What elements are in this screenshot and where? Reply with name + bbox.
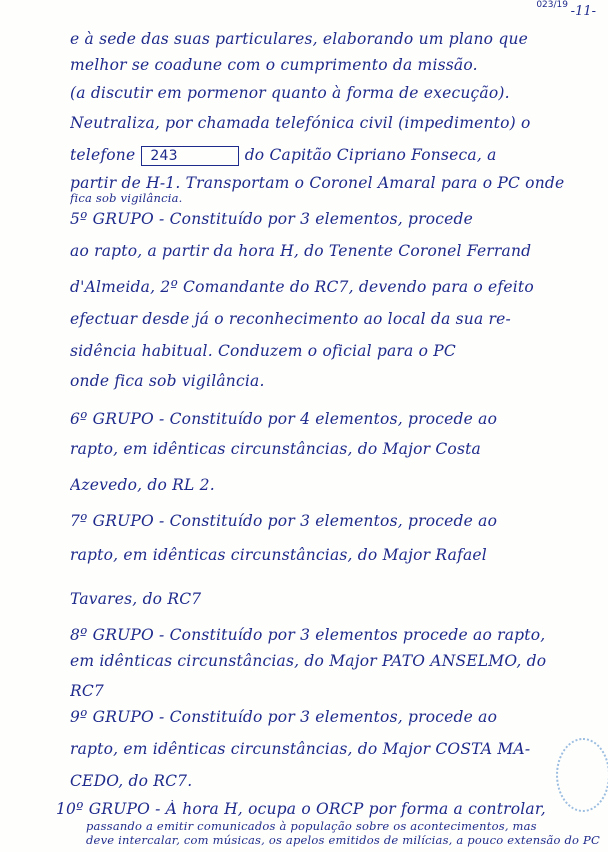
text-line: rapto, em idênticas circunstâncias, do Major Rafael (70, 546, 487, 564)
group-heading-line: 6º GRUPO - Constituído por 4 elementos, procede ao (70, 410, 498, 428)
text-line: rapto, em idênticas circunstâncias, do Major Costa (70, 440, 481, 458)
text-line: ao rapto, a partir da hora H, do Tenente Coronel Ferrand (70, 242, 532, 260)
text-line: passando a emitir comunicados à população sobre os acontecimentos, mas (86, 820, 537, 833)
text-line (70, 146, 600, 166)
text-line: Neutraliza, por chamada telefónica civil (impedimento) o (70, 114, 531, 132)
group-heading-line: 5º GRUPO - Constituído por 3 elementos, procede (70, 210, 473, 228)
phone-number-box: 243 (141, 146, 238, 166)
text-line: CEDO, do RC7. (70, 772, 193, 790)
text-line: partir de H-1. Transportam o Coronel Amaral para o PC onde (70, 174, 565, 192)
text-line: rapto, em idênticas circunstâncias, do Major COSTA MA- (70, 740, 531, 758)
text-line: fica sob vigilância. (70, 192, 183, 205)
text-line: (a discutir em pormenor quanto à forma de execução). (70, 84, 510, 102)
text-line: e à sede das suas particulares, elaborando um plano que (70, 30, 529, 48)
text-line: melhor se coadune com o cumprimento da missão. (70, 56, 478, 74)
text-fragment: do Capitão Cipriano Fonseca, a (244, 146, 497, 164)
text-line: Azevedo, do RL 2. (70, 476, 215, 494)
text-line: onde fica sob vigilância. (70, 372, 265, 390)
text-line: efectuar desde já o reconhecimento ao local da sua re- (70, 310, 511, 328)
text-line: deve intercalar, com músicas, os apelos emitidos de milícias, a pouco extensão do PC (86, 834, 600, 847)
text-line: em idênticas circunstâncias, do Major PATO ANSELMO, do (70, 652, 547, 670)
group-heading-line: 8º GRUPO - Constituído por 3 elementos procede ao rapto, (70, 626, 546, 644)
group-heading-line: 7º GRUPO - Constituído por 3 elementos, procede ao (70, 512, 498, 530)
reference-mark: 023/19 (536, 0, 568, 10)
text-line: d'Almeida, 2º Comandante do RC7, devendo para o efeito (70, 278, 534, 296)
archive-stamp (556, 738, 608, 812)
text-line: Tavares, do RC7 (70, 590, 202, 608)
page-number: -11- (570, 4, 596, 19)
text-line: RC7 (70, 682, 104, 700)
text-fragment: telefone (70, 146, 136, 164)
group-heading-line: 9º GRUPO - Constituído por 3 elementos, procede ao (70, 708, 498, 726)
group-heading-line: 10º GRUPO - À hora H, ocupa o ORCP por forma a controlar, (56, 800, 546, 818)
text-line: sidência habitual. Conduzem o oficial para o PC (70, 342, 456, 360)
